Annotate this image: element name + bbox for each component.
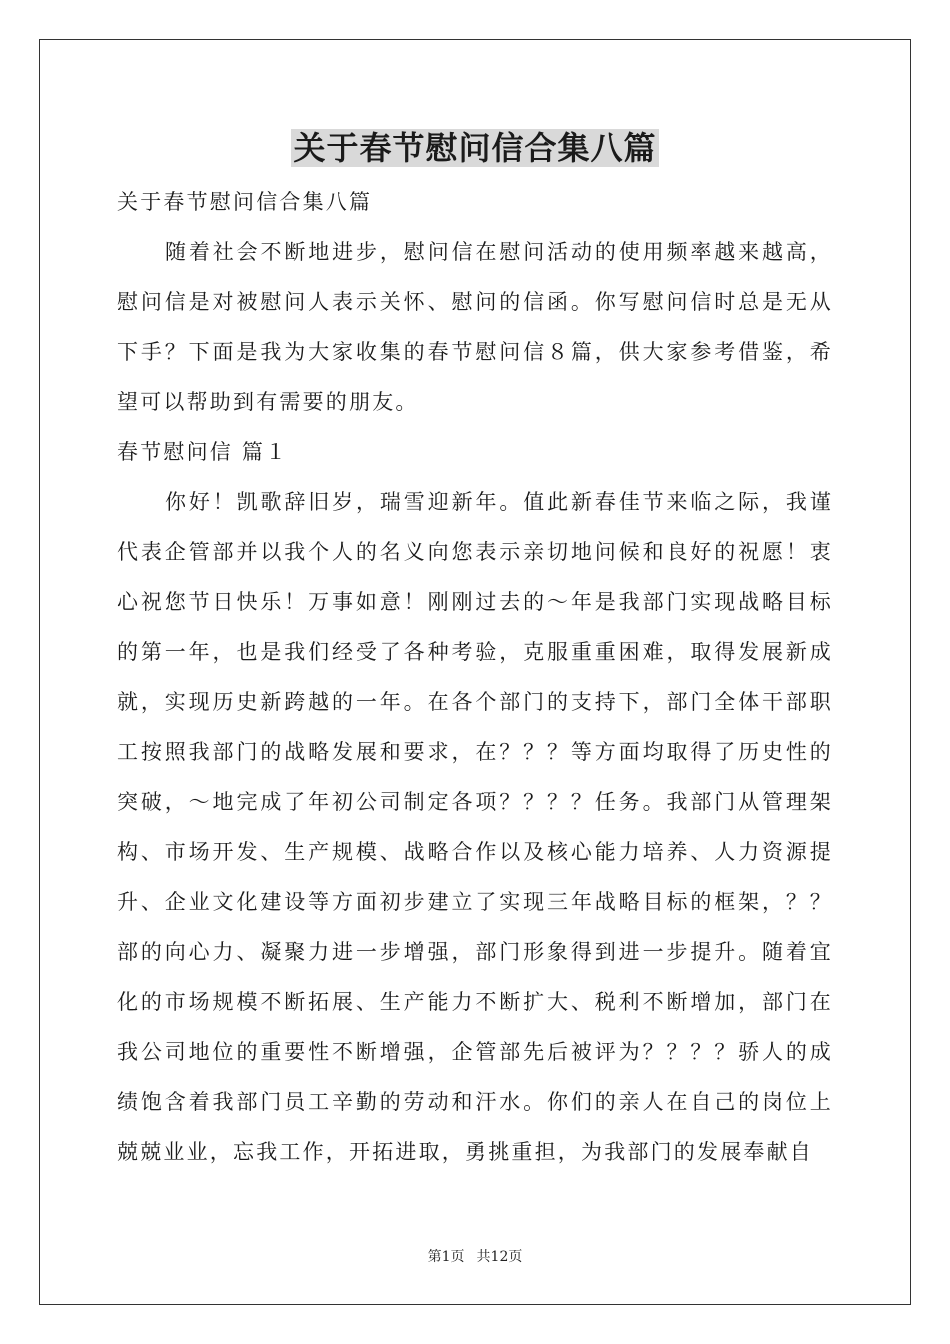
section-heading: 春节慰问信 篇１ — [117, 440, 289, 464]
document-title-text: 关于春节慰问信合集八篇 — [293, 129, 657, 167]
intro-paragraph: 随着社会不断地进步，慰问信在慰问活动的使用频率越来越高，慰问信是对被慰问人表示关怀、慰问的信函。你写慰问信时总是无从下手？下面是我为大家收集的春节慰问信８篇，供大家参考借鉴，希望可以帮助到有需要的朋友。 — [117, 240, 833, 414]
page-number: 第1页 — [427, 1249, 465, 1265]
page-total: 共12页 — [476, 1249, 523, 1265]
letter-paragraph: 你好！凯歌辞旧岁，瑞雪迎新年。值此新春佳节来临之际，我谨代表企管部并以我个人的名义向您表示亲切地问候和良好的祝愿！衷心祝您节日快乐！万事如意！刚刚过去的～年是我部门实现战略目标的第一年，也是我们经受了各种考验，克服重重困难，取得发展新成就，实现历史新跨越的一年。在各个部门的支持下，部门全体干部职工按照我部门的战略发展和要求，在？？？等方面均取得了历史性的突破，～地完成了年初公司制定各项？？？？任务。我部门从管理架构、市场开发、生产规模、战略合作以及核心能力培养、人力资源提升、企业文化建设等方面初步建立了实现三年战略目标的框架，？？部的向心力、凝聚力进一步增强，部门形象得到进一步提升。随着宜化的市场规模不断拓展、生产能力不断扩大、税利不断增加，部门在我公司地位的重要性不断增强，企管部先后被评为？？？？骄人的成绩饱含着我部门员工辛勤的劳动和汗水。你们的亲人在自己的岗位上兢兢业业，忘我工作，开拓进取，勇挑重担，为我部门的发展奉献自 — [117, 490, 833, 1164]
document-subtitle: 关于春节慰问信合集八篇 — [117, 190, 373, 214]
page-footer — [0, 1247, 950, 1267]
document-title — [0, 126, 950, 170]
document-body — [117, 177, 833, 1177]
